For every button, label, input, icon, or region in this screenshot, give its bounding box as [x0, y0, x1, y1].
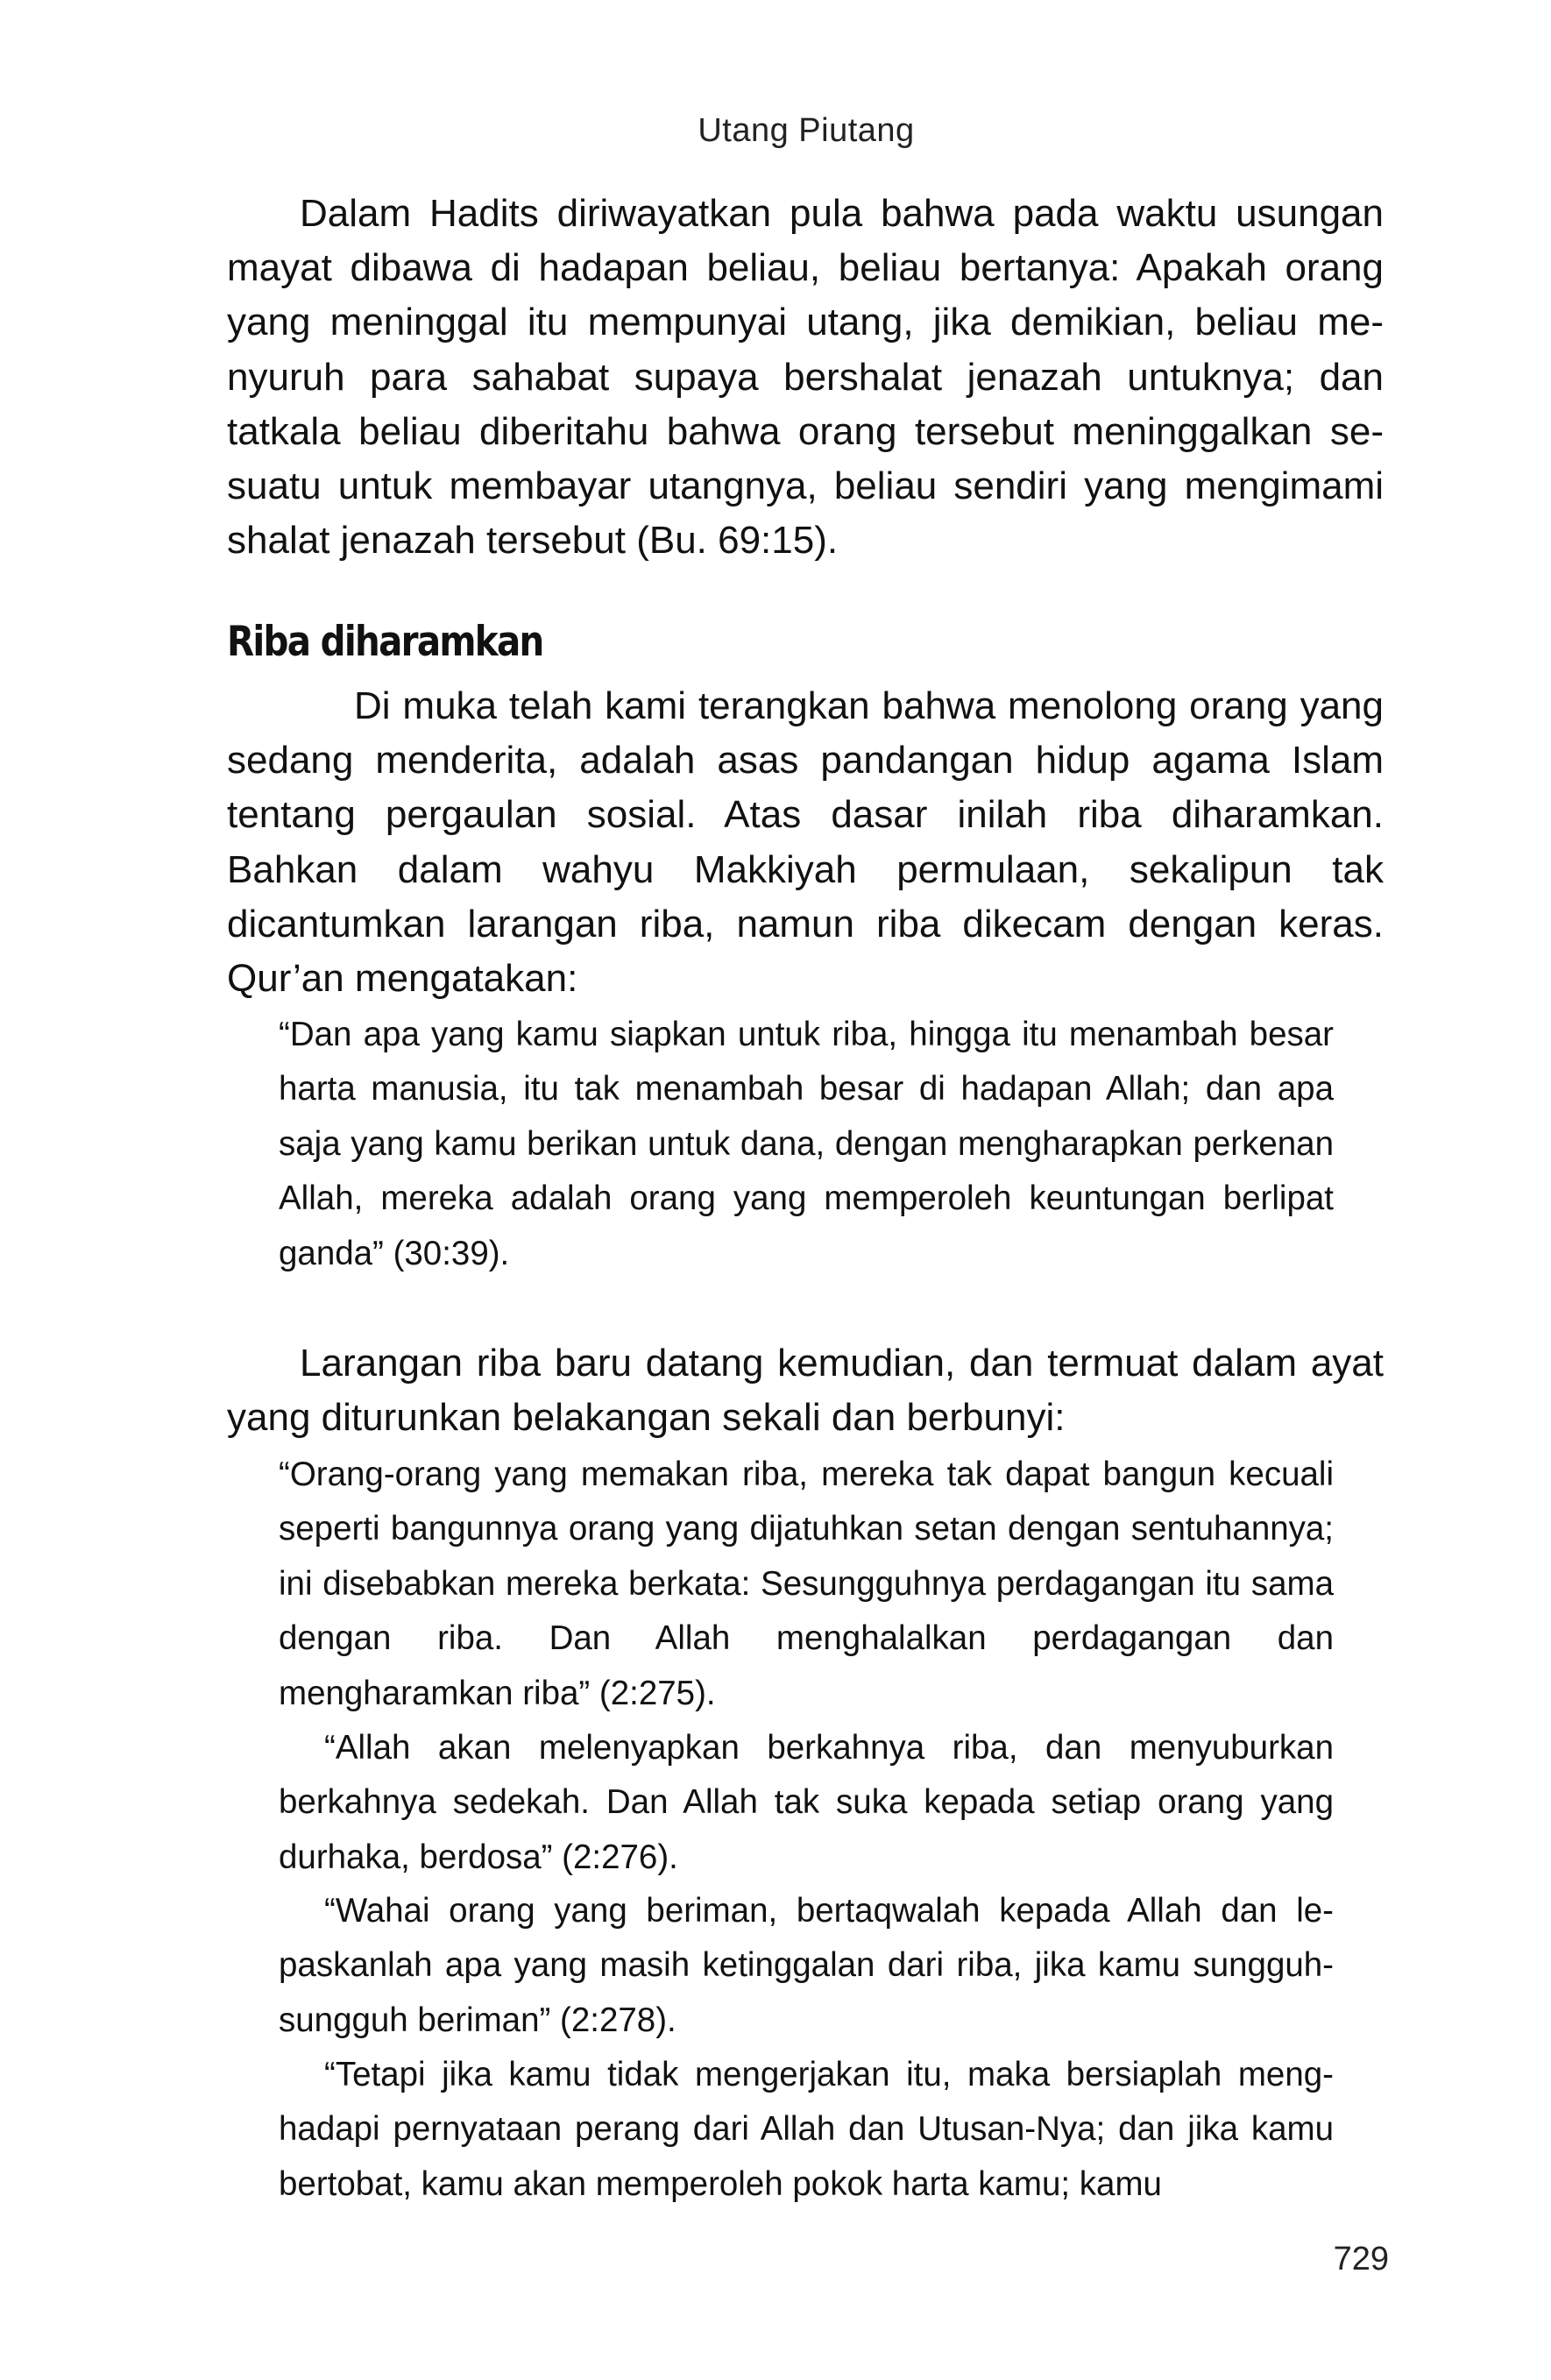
quote-2-276: “Allah akan melenyapkan berkahnya riba, dan menyuburkan berkahnya sedekah. Dan Allah tak suka kepada setiap orang yang durhaka, berdosa” (2:276). — [279, 1729, 1334, 1876]
running-head: Utang Piutang — [698, 112, 915, 149]
paragraph-larangan: Larangan riba baru datang kemudian, dan termuat dalam ayat yang diturunkan belakangan sekali dan berbunyi: — [227, 1342, 1384, 1440]
section-heading: Riba diharamkan — [227, 618, 543, 666]
quote-2-278: “Wahai orang yang beriman, bertaqwalah kepada Allah dan lepaskanlah apa yang masih ketinggalan dari riba, jika kamu sungguh-sungguh beriman” (2:278). — [279, 1892, 1334, 2039]
page-number: 729 — [1333, 2241, 1389, 2277]
quote-2-275: “Orang-orang yang memakan riba, mereka tak dapat bangun kecuali seperti bangunnya orang yang dijatuhkan setan dengan sentuhannya; ini disebabkan mereka berkata: Sesungguhnya perdagangan itu sama dengan riba. Dan Allah menghalalkan perdagangan dan mengharamkan riba” (2:275). — [279, 1456, 1334, 1712]
quote-30-39: “Dan apa yang kamu siapkan untuk riba, hingga itu menambah besar harta manusia, itu tak menambah besar di hadapan Allah; dan apa saja yang kamu berikan untuk dana, dengan mengharapkan perkenan Allah, mereka adalah orang yang memperoleh keuntungan berlipat ganda” (30:39). — [279, 1016, 1334, 1272]
paragraph-hadits: Dalam Hadits diriwayatkan pula bahwa pada waktu usungan mayat dibawa di hadapan beliau, beliau bertanya: Apakah orang yang meninggal itu mempunyai utang, jika demikian, beliau menyuruh para sahabat supaya bershalat jenazah untuknya; dan tatkala beliau diberitahu bahwa orang tersebut meninggalkan sesuatu untuk membayar utangnya, beliau sendiri yang mengimami shalat jenazah tersebut (Bu. 69:15). — [227, 192, 1384, 563]
quote-2-279: “Tetapi jika kamu tidak mengerjakan itu, maka bersiaplah menghadapi pernyataan perang dari Allah dan Utusan-Nya; dan jika kamu bertobat, kamu akan memperoleh pokok harta kamu; kamu — [279, 2056, 1334, 2203]
paragraph-riba-intro: Di muka telah kami terangkan bahwa menolong orang yang sedang menderita, adalah asas pandangan hidup agama Islam tentang pergaulan sosial. Atas dasar inilah riba diharamkan. Bahkan dalam wahyu Makkiyah permulaan, sekalipun tak dicantumkan larangan riba, namun riba dikecam dengan keras. Qur’an mengatakan: — [227, 684, 1384, 1001]
